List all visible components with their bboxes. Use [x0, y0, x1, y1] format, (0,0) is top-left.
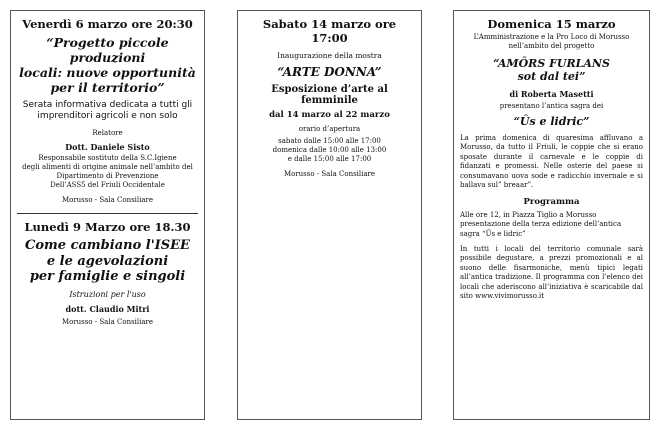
panel2-hours: [244, 137, 415, 164]
panel-us-e-lidric: [453, 10, 650, 420]
event1-title-line: “Progetto piccole produzioni: [46, 35, 169, 65]
speaker-role-line: Dell’ASS5 del Friuli Occidentale: [50, 180, 165, 189]
event1-speaker-role: [17, 154, 198, 190]
event2-speaker: dott. Claudio Mitri: [65, 303, 150, 314]
panel2-location: Morusso - Sala Consiliare: [283, 169, 376, 178]
panel3-intro: [460, 33, 643, 51]
hours-line: e dalle 15:00 alle 17:00: [287, 155, 372, 164]
event1-speaker: Dott. Daniele Sisto: [65, 141, 150, 152]
panel2-intro: Inaugurazione della mostra: [277, 51, 382, 60]
event1-heading: Venerdì 6 marzo ore 20:30: [22, 17, 193, 31]
event2-location: Morusso - Sala Consiliare: [61, 317, 154, 326]
programma-title: Programma: [523, 196, 580, 207]
panel3-paragraph-1: La prima domenica di quaresima affluvano a Morusso, da tutto il Friuli, le coppie che si erano sposate durante il carnevale e le coppie di fidanzati e promessi. Nelle osterie del paese si consumavano uova sode e radicchio invernale e si ballava sul” breaar”.: [460, 134, 643, 190]
project-line: sot dal tei”: [517, 70, 586, 84]
panel2-heading: Sabato 14 marzo ore 17:00: [262, 17, 397, 45]
event2-heading: Lunedì 9 Marzo ore 18.30: [24, 220, 191, 235]
panel3-project: [460, 57, 643, 83]
hours-line: domenica dalle 10:00 alle 13:00: [272, 146, 387, 155]
panel-events-6-9-march: [10, 10, 205, 420]
event1-location: Morusso - Sala Consiliare: [61, 195, 154, 204]
event2-title-line: e le agevolazioni: [46, 253, 169, 269]
panel3-heading: Domenica 15 marzo: [487, 17, 616, 31]
panel2-hours-label: orario d’apertura: [298, 125, 361, 134]
project-line: “AMÔRS FURLANS: [493, 57, 610, 71]
relatore-label: Relatore: [92, 128, 123, 137]
event1-title-line: locali: nuove opportunità: [19, 65, 196, 80]
event1-title: [17, 35, 198, 95]
event2-title-line: per famiglie e singoli: [29, 269, 186, 285]
event1-description: Serata informativa dedicata a tutti gli imprenditori agricoli e non solo: [22, 100, 193, 122]
event1-title-line: per il territorio”: [50, 80, 165, 95]
speaker-role-line: degli alimenti di origine animale nell’ambito del: [22, 162, 193, 171]
panel-arte-donna: [237, 10, 422, 420]
event2-subtitle: Istruzioni per l'uso: [69, 289, 146, 299]
intro-line: L’Amministrazione e la Pro Loco di Morusso: [473, 33, 630, 41]
panel3-author: di Roberta Masetti: [509, 88, 594, 99]
event2-title: [17, 238, 198, 285]
intro-line: nell’ambito del progetto: [508, 42, 595, 51]
panel2-subtitle: Esposizione d’arte al femminile: [271, 84, 388, 107]
speaker-role-line: Responsabile sostituto della S.C.Igiene: [38, 153, 177, 162]
panel2-dates: dal 14 marzo al 22 marzo: [269, 110, 390, 121]
hours-line: sabato dalle 15:00 alle 17:00: [278, 137, 381, 146]
speaker-role-line: Dipartimento di Prevenzione: [56, 171, 159, 180]
panel1-divider: [17, 213, 198, 214]
panel3-sagra-title: “Ûs e lidric”: [513, 115, 590, 129]
panel2-title: “ARTE DONNA”: [277, 64, 382, 79]
panel3-paragraph-3: In tutti i locali del territorio comunale sarà possibile degustare, a prezzi promozionali e al suono delle fisarmoniche, menù tipici legati all’antica tradizione. Il programma con l’elenco dei locali che aderiscono all’iniziativa è scaricabile dal sito www.vivimorusso.it: [460, 244, 643, 301]
event2-title-line: Come cambiano l'ISEE: [25, 238, 190, 254]
panel3-paragraph-2: Alle ore 12, in Piazza Tiglio a Morusso presentazione della terza edizione dell’antica sagra “Ûs e lidric”: [460, 210, 622, 238]
panel3-presents: presentano l’antica sagra dei: [499, 101, 604, 110]
